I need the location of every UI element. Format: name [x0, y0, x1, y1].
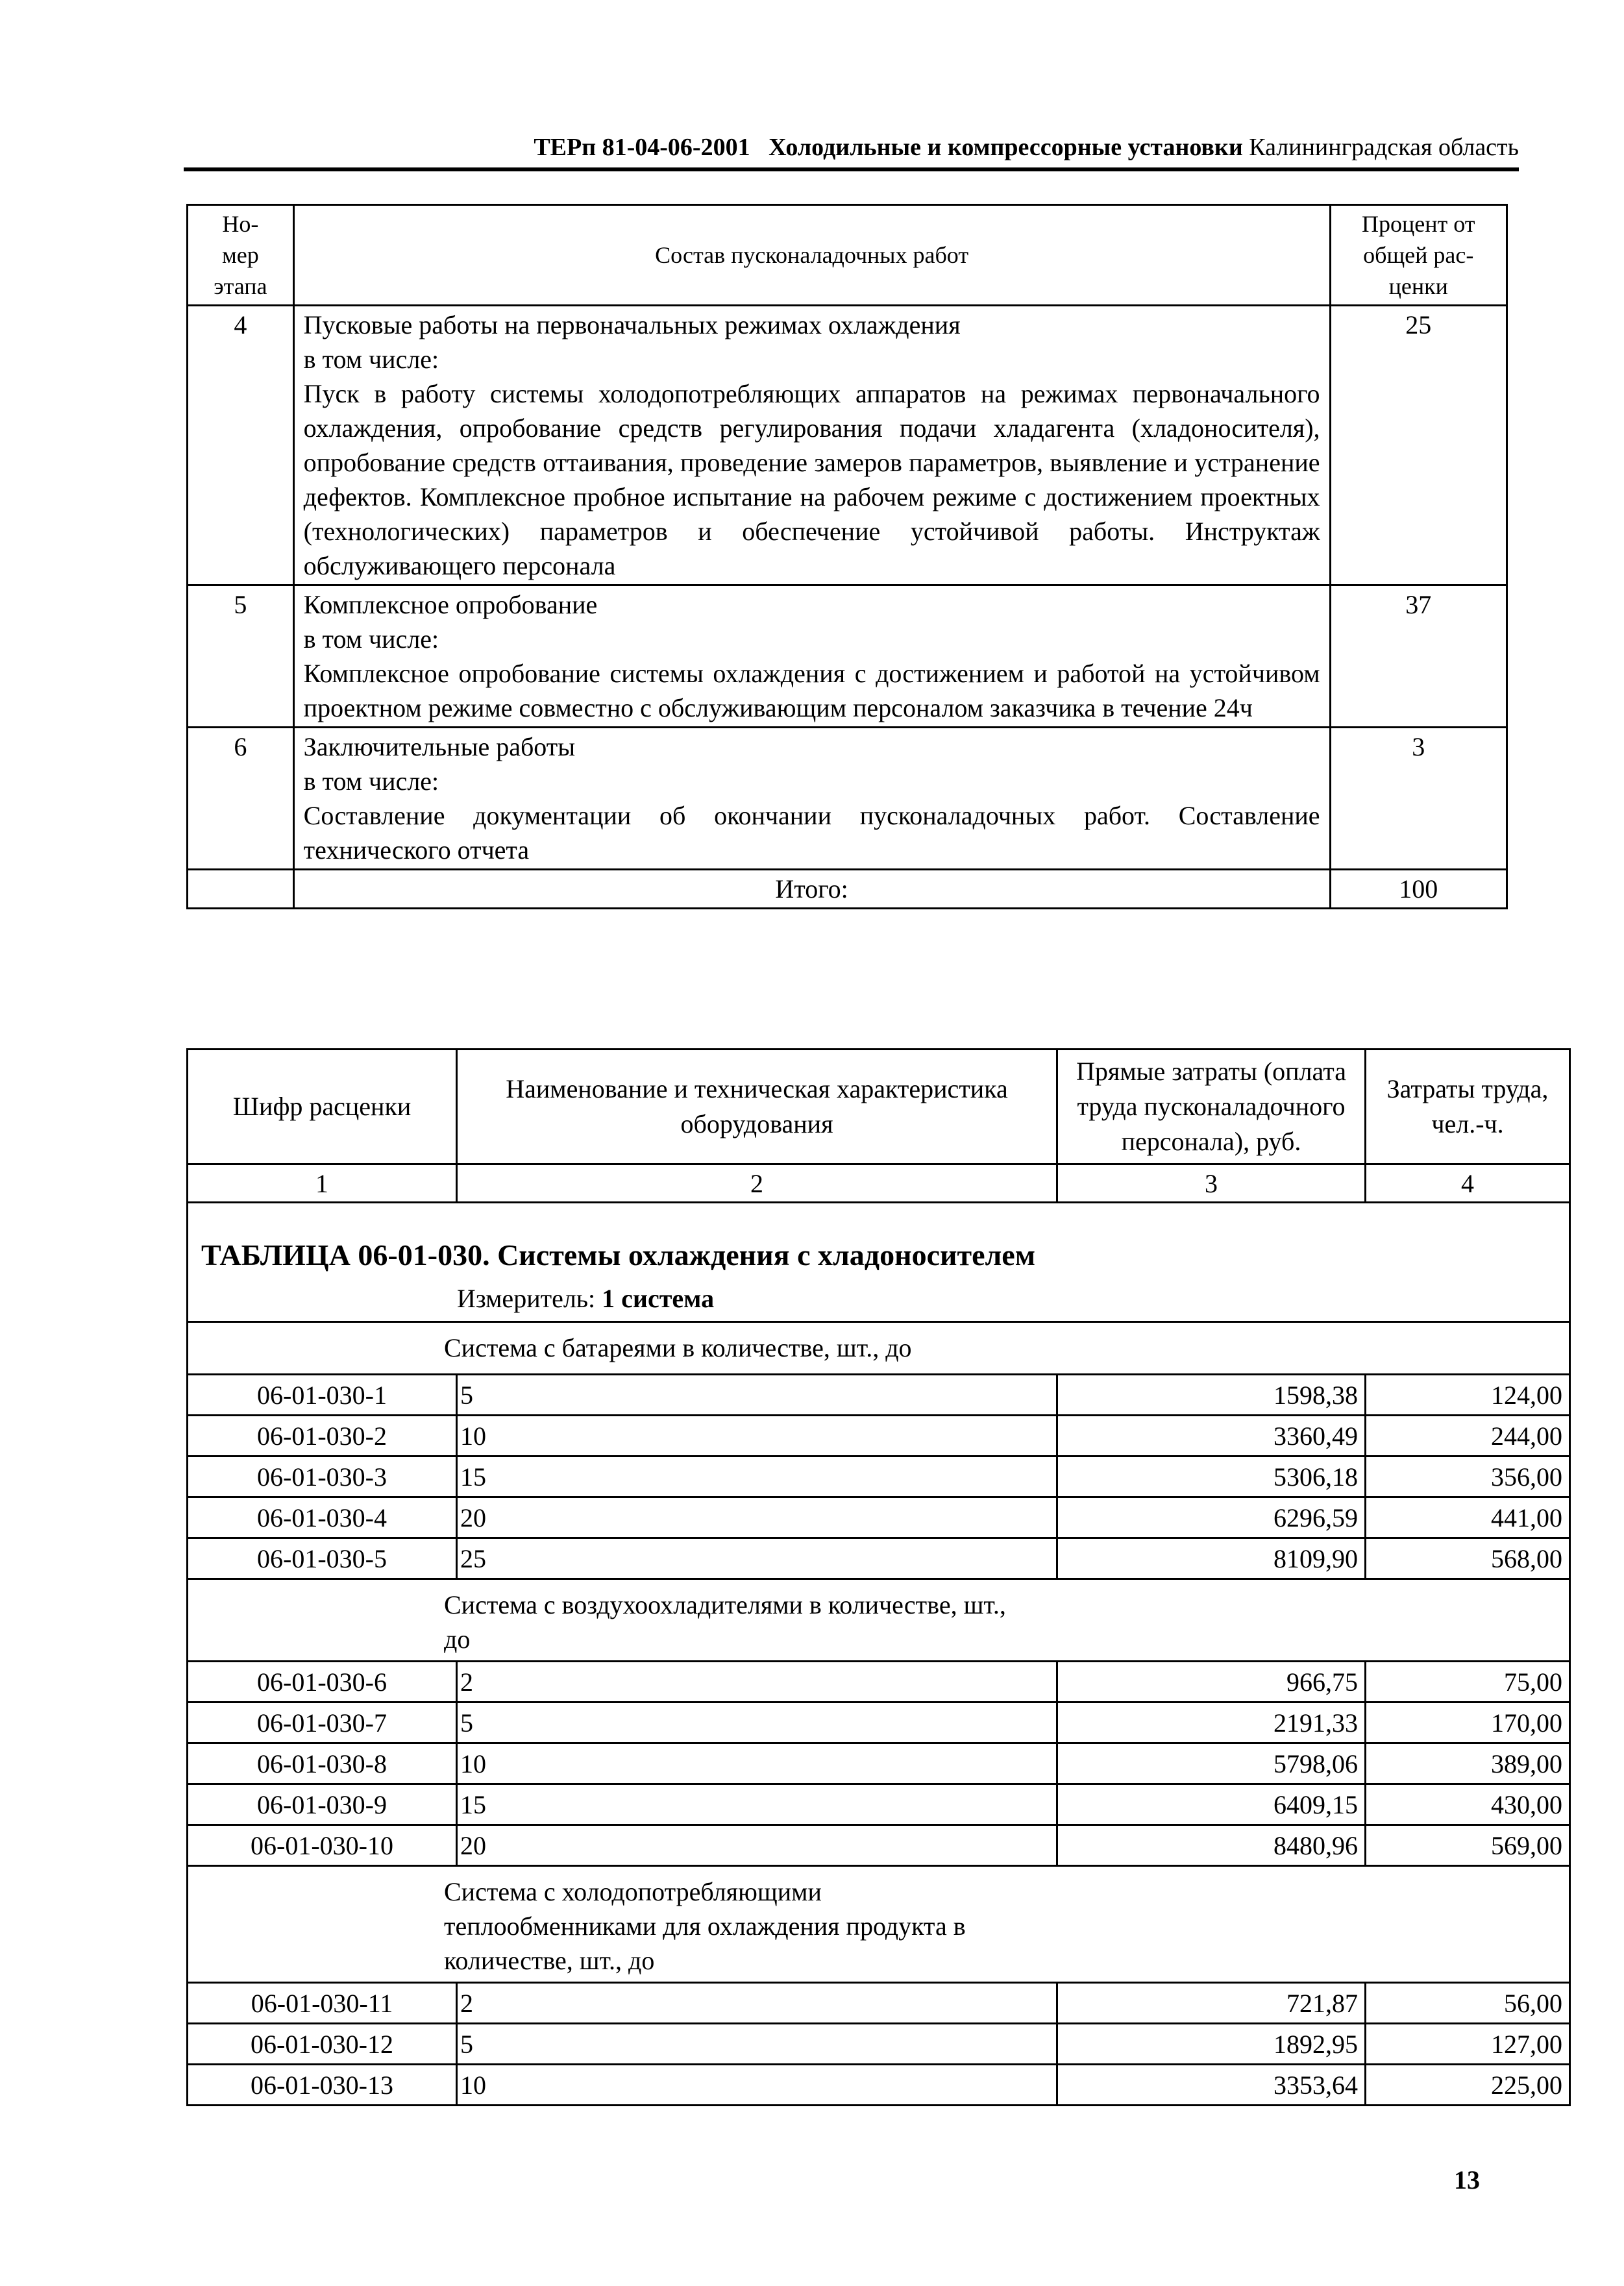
stage-number: 5: [188, 585, 294, 728]
labor-cost: 244,00: [1366, 1416, 1570, 1456]
stage-row: [188, 306, 1507, 585]
stage-percent: 25: [1330, 306, 1507, 585]
document-region: Калининградская область: [1249, 134, 1519, 161]
quantity: 10: [457, 1416, 1057, 1456]
col-labor-cost: Затраты труда, чел.-ч.: [1366, 1050, 1570, 1164]
direct-cost: 966,75: [1057, 1662, 1366, 1702]
col-index: 1: [188, 1164, 457, 1203]
col-equipment-name: Наименование и техническая характеристика оборудования: [457, 1050, 1057, 1164]
table-title-cell: [188, 1203, 1570, 1322]
table-row: [188, 1662, 1570, 1702]
rate-code: 06-01-030-10: [188, 1825, 457, 1866]
group-title: Система с воздухоохладителями в количестве, шт., до: [188, 1579, 1570, 1662]
stage-composition: [293, 306, 1330, 585]
table-row: [188, 1375, 1570, 1416]
table-row: [188, 1416, 1570, 1456]
document-code: ТЕРп 81-04-06-2001: [534, 134, 750, 161]
labor-cost: 441,00: [1366, 1497, 1570, 1538]
labor-cost: 56,00: [1366, 1983, 1570, 2024]
table-row: [188, 1825, 1570, 1866]
direct-cost: 1598,38: [1057, 1375, 1366, 1416]
labor-cost: 170,00: [1366, 1702, 1570, 1743]
table-row: [188, 1497, 1570, 1538]
quantity: 5: [457, 2024, 1057, 2065]
measure-unit: Измеритель: 1 система: [457, 1284, 715, 1313]
rate-code: 06-01-030-9: [188, 1784, 457, 1825]
quantity: 20: [457, 1825, 1057, 1866]
direct-cost: 8480,96: [1057, 1825, 1366, 1866]
document-title: Холодильные и компрессорные установки: [769, 134, 1243, 161]
table-row: [188, 1538, 1570, 1579]
table-row: [188, 1456, 1570, 1497]
col-percent: Процент от общей рас- ценки: [1330, 205, 1507, 306]
page-number: 13: [1454, 2165, 1480, 2194]
stage-composition: [293, 728, 1330, 870]
stage-number: 6: [188, 728, 294, 870]
rate-code: 06-01-030-12: [188, 2024, 457, 2065]
table-row: [188, 1784, 1570, 1825]
quantity: 5: [457, 1702, 1057, 1743]
rates-header-row: [188, 1050, 1570, 1164]
total-label: Итого:: [293, 870, 1330, 909]
rate-code: 06-01-030-3: [188, 1456, 457, 1497]
labor-cost: 389,00: [1366, 1743, 1570, 1784]
quantity: 25: [457, 1538, 1057, 1579]
rate-code: 06-01-030-1: [188, 1375, 457, 1416]
stages-header-row: [188, 205, 1507, 306]
direct-cost: 3353,64: [1057, 2065, 1366, 2106]
stage-row: [188, 585, 1507, 728]
col-direct-cost: Прямые затраты (оплата труда пусконаладочного персонала), руб.: [1057, 1050, 1366, 1164]
quantity: 2: [457, 1662, 1057, 1702]
rate-code: 06-01-030-2: [188, 1416, 457, 1456]
direct-cost: 3360,49: [1057, 1416, 1366, 1456]
quantity: 20: [457, 1497, 1057, 1538]
rate-code: 06-01-030-8: [188, 1743, 457, 1784]
running-header: [363, 133, 1519, 162]
labor-cost: 569,00: [1366, 1825, 1570, 1866]
direct-cost: 1892,95: [1057, 2024, 1366, 2065]
stage-details: Составление документации об окончании пусконаладочных работ. Составление технического отчета: [303, 801, 1320, 865]
stage-title: Пусковые работы на первоначальных режимах охлаждения: [303, 310, 961, 339]
table-row: [188, 1702, 1570, 1743]
col-rate-code: Шифр расценки: [188, 1050, 457, 1164]
group-title: Система с холодопотребляющими теплообменниками для охлаждения продукта в количестве, шт., до: [188, 1866, 1570, 1983]
labor-cost: 127,00: [1366, 2024, 1570, 2065]
group-title: Система с батареями в количестве, шт., до: [188, 1322, 1570, 1375]
direct-cost: 6409,15: [1057, 1784, 1366, 1825]
stage-title: Комплексное опробование: [303, 590, 598, 619]
stage-percent: 3: [1330, 728, 1507, 870]
stage-details: Пуск в работу системы холодопотребляющих аппаратов на режимах первоначального охлаждения, опробование средств регулирования подачи хладагента (хладоносителя), опробование средств оттаивания, проведение замеров параметров, выявление и устранение дефектов. Комплексное пробное испытание на рабочем режиме с достижением проектных (технологических) параметров и обеспечение устойчивой работы. Инструктаж обслуживающего персонала: [303, 379, 1320, 580]
table-row: [188, 2065, 1570, 2106]
rate-code: 06-01-030-5: [188, 1538, 457, 1579]
stage-subtitle: в том числе:: [303, 345, 439, 374]
labor-cost: 568,00: [1366, 1538, 1570, 1579]
table-row: [188, 1743, 1570, 1784]
rates-table: [186, 1048, 1571, 2106]
table-row: [188, 2024, 1570, 2065]
col-stage-number: Но- мер этапа: [188, 205, 294, 306]
labor-cost: 75,00: [1366, 1662, 1570, 1702]
rate-code: 06-01-030-6: [188, 1662, 457, 1702]
stage-subtitle: в том числе:: [303, 767, 439, 796]
stage-number: 4: [188, 306, 294, 585]
table-title-row: [188, 1203, 1570, 1322]
stage-subtitle: в том числе:: [303, 624, 439, 654]
total-empty-cell: [188, 870, 294, 909]
col-index: 2: [457, 1164, 1057, 1203]
group-header-row: [188, 1579, 1570, 1662]
direct-cost: 6296,59: [1057, 1497, 1366, 1538]
rate-code: 06-01-030-11: [188, 1983, 457, 2024]
col-index: 3: [1057, 1164, 1366, 1203]
quantity: 15: [457, 1456, 1057, 1497]
stage-title: Заключительные работы: [303, 732, 576, 761]
group-header-row: [188, 1866, 1570, 1983]
labor-cost: 356,00: [1366, 1456, 1570, 1497]
quantity: 15: [457, 1784, 1057, 1825]
labor-cost: 225,00: [1366, 2065, 1570, 2106]
col-index: 4: [1366, 1164, 1570, 1203]
labor-cost: 430,00: [1366, 1784, 1570, 1825]
direct-cost: 721,87: [1057, 1983, 1366, 2024]
stage-percent: 37: [1330, 585, 1507, 728]
direct-cost: 8109,90: [1057, 1538, 1366, 1579]
stages-total-row: [188, 870, 1507, 909]
group-header-row: [188, 1322, 1570, 1375]
direct-cost: 5798,06: [1057, 1743, 1366, 1784]
table-row: [188, 1983, 1570, 2024]
stages-table: [186, 204, 1508, 909]
quantity: 10: [457, 2065, 1057, 2106]
stage-row: [188, 728, 1507, 870]
labor-cost: 124,00: [1366, 1375, 1570, 1416]
rate-code: 06-01-030-7: [188, 1702, 457, 1743]
quantity: 2: [457, 1983, 1057, 2024]
stage-details: Комплексное опробование системы охлаждения с достижением и работой на устойчивом проектном режиме совместно с обслуживающим персоналом заказчика в течение 24ч: [303, 659, 1320, 722]
rate-code: 06-01-030-13: [188, 2065, 457, 2106]
rate-code: 06-01-030-4: [188, 1497, 457, 1538]
table-title: ТАБЛИЦА 06-01-030. Системы охлаждения с хладоносителем: [201, 1238, 1036, 1272]
total-percent: 100: [1330, 870, 1507, 909]
direct-cost: 2191,33: [1057, 1702, 1366, 1743]
col-composition: Состав пусконаладочных работ: [293, 205, 1330, 306]
direct-cost: 5306,18: [1057, 1456, 1366, 1497]
quantity: 10: [457, 1743, 1057, 1784]
stage-composition: [293, 585, 1330, 728]
header-rule: [184, 167, 1519, 171]
column-index-row: [188, 1164, 1570, 1203]
quantity: 5: [457, 1375, 1057, 1416]
